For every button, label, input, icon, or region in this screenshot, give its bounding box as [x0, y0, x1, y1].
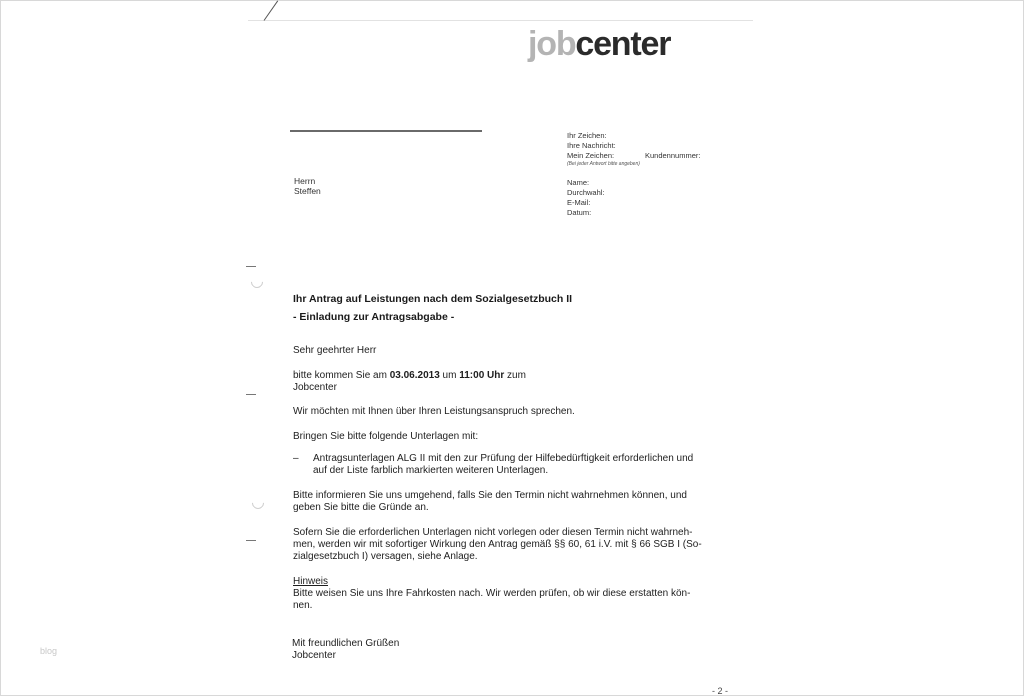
docs-line-2: men, werden wir mit sofortiger Wirkung den Antrag gemäß §§ 60, 61 i.V. mit § 66 SGB I (So- [293, 539, 702, 550]
jobcenter-logo [528, 24, 670, 64]
punch-hole-top [249, 274, 266, 291]
bring-paragraph: Bringen Sie bitte folgende Unterlagen mit: [293, 431, 479, 442]
fold-mark-top [246, 266, 256, 267]
subject-line-1: Ihr Antrag auf Leistungen nach dem Sozialgesetzbuch II [293, 293, 573, 305]
closing-line: Mit freundlichen Grüßen [292, 638, 400, 649]
top-rule [248, 20, 753, 21]
address-window-rule [290, 130, 482, 132]
talk-paragraph: Wir möchten mit Ihnen über Ihren Leistungsanspruch sprechen. [293, 406, 575, 417]
closing-block [292, 638, 728, 662]
greeting: Sehr geehrter Herr [293, 345, 377, 356]
invite-place: Jobcenter [293, 382, 337, 393]
logo-part-light: job [528, 25, 576, 63]
invite-date: 03.06.2013 [389, 370, 440, 381]
recipient-address [294, 176, 321, 196]
meta-kundennummer: Kundennummer: [645, 151, 701, 160]
meta-ihr-zeichen: Ihr Zeichen: [567, 131, 607, 140]
invite-mid: um [439, 370, 460, 381]
recipient-name: Steffen [294, 186, 321, 196]
docs-line-1: Sofern Sie die erforderlichen Unterlagen nicht vorlegen oder diesen Termin nicht wahrneh- [293, 527, 693, 538]
fold-mark-bottom [246, 540, 256, 541]
letter-subject [293, 290, 572, 326]
inform-paragraph [293, 490, 729, 514]
recipient-salutation: Herrn [294, 176, 316, 186]
invite-time: 11:00 Uhr [459, 370, 505, 381]
meta-email: E-Mail: [567, 198, 591, 207]
appointment-paragraph [293, 370, 729, 394]
invite-pre: bitte kommen Sie am [293, 370, 390, 381]
docs-line-3: zialgesetzbuch I) versagen, siehe Anlage. [293, 551, 478, 562]
signature-line: Jobcenter [292, 650, 336, 661]
subject-line-2: - Einladung zur Antragsabgabe - [293, 311, 455, 323]
meta-datum: Datum: [567, 208, 592, 217]
reference-block [567, 131, 701, 218]
document-list-item [293, 453, 729, 477]
meta-mein-zeichen: Mein Zeichen: [567, 151, 615, 160]
hinweis-section [293, 576, 729, 612]
punch-hole-bottom [250, 495, 267, 512]
hinweis-line-2: nen. [293, 600, 313, 611]
meta-ihre-nachricht: Ihre Nachricht: [567, 141, 616, 150]
logo-part-dark: center [575, 25, 671, 63]
fold-mark-middle [246, 394, 256, 395]
fold-corner-mark [264, 1, 279, 21]
invite-post: zum [504, 370, 526, 381]
list-dash: – [293, 453, 299, 464]
inform-line-1: Bitte informieren Sie uns umgehend, falls Sie den Termin nicht wahrnehmen können, und [293, 490, 687, 501]
hinweis-line-1: Bitte weisen Sie uns Ihre Fahrkosten nach. Wir werden prüfen, ob wir diese erstatten kön- [293, 588, 691, 599]
list-item-line-2: auf der Liste farblich markierten weiteren Unterlagen. [313, 465, 549, 476]
watermark: blog [40, 646, 58, 656]
meta-name: Name: [567, 178, 590, 187]
list-item-line-1: Antragsunterlagen ALG II mit den zur Prüfung der Hilfebedürftigkeit erforderlichen und [313, 453, 694, 464]
page-number: - 2 - [712, 686, 729, 696]
inform-line-2: geben Sie bitte die Gründe an. [293, 502, 429, 513]
meta-note: (Bei jeder Antwort bitte angeben) [567, 161, 640, 167]
meta-durchwahl: Durchwahl: [567, 188, 605, 197]
consequences-paragraph [293, 527, 729, 563]
hinweis-title: Hinweis [293, 576, 329, 587]
